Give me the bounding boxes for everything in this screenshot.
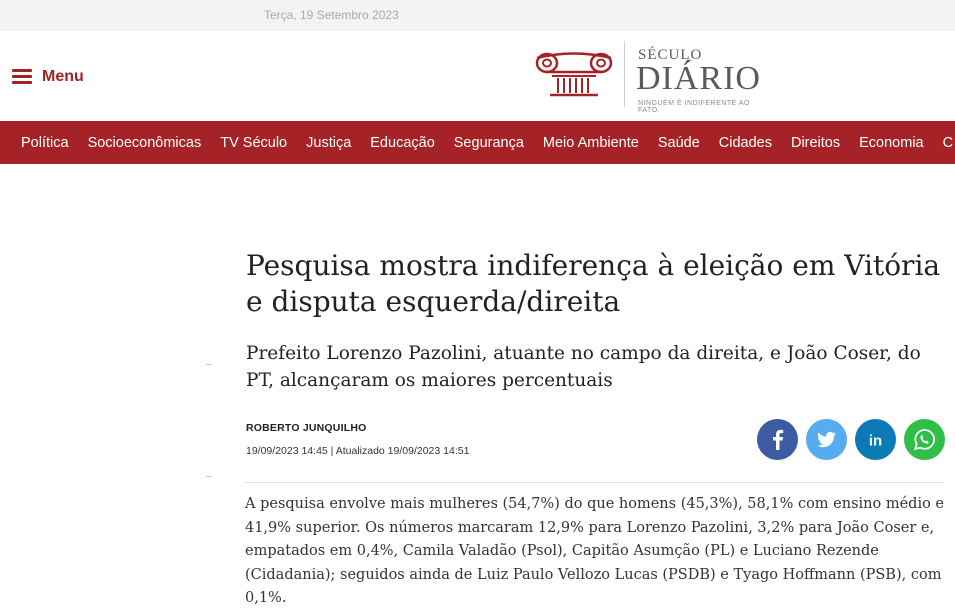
article-body-paragraph: A pesquisa envolve mais mulheres (54,7%) do que homens (45,3%), 58,1% com ensino médio e 41,9% superior. Os números marcaram 12,9% para Lorenzo Pazolini, 3,2% para João Coser e, empatados em 0,4%, Camila Valadão (Psol), Capitão Asumção (PL) e Luciano Rezende (Cidadania); seguidos ainda de Luiz Paulo Vellozo Lucas (PSDB) e Tyago Hoffmann (PSB), com 0,1%. [245,496,945,606]
twitter-icon [806,419,847,460]
divider-mark [206,476,212,477]
current-date: Terça, 19 Setembro 2023 [264,8,399,22]
top-bar [0,0,955,31]
column-capital-icon [532,49,616,103]
article-dates: 19/09/2023 14:45 | Atualizado 19/09/2023 14:51 [246,445,470,457]
share-twitter-button[interactable] [806,419,847,460]
linkedin-icon [855,419,896,460]
share-facebook-button[interactable] [757,419,798,460]
nav-item-saude[interactable]: Saúde [657,134,700,151]
svg-text:in: in [868,432,883,450]
article-subtitle: Prefeito Lorenzo Pazolini, atuante no campo da direita, e João Coser, do PT, alcançaram os maiores percentuais [246,343,921,391]
main-nav [0,121,955,164]
nav-item-justica[interactable]: Justiça [306,134,352,151]
nav-item-economia[interactable]: Economia [859,134,924,151]
logo-wordmark-main: DIÁRIO [636,60,761,97]
nav-item-educacao[interactable]: Educação [370,134,435,151]
article-author[interactable]: ROBERTO JUNQUILHO [246,422,367,434]
nav-item-truncated[interactable]: C [942,134,954,151]
whatsapp-icon [904,419,945,460]
site-header [0,31,955,121]
nav-item-politica[interactable]: Política [21,134,69,151]
menu-label: Menu [42,68,84,85]
logo-wordmark-top: SÉCULO [638,47,703,63]
logo-tagline: NINGUÉM É INDIFERENTE AO FATO. [638,100,750,114]
logo-divider [624,41,625,107]
hamburger-icon [12,69,32,85]
nav-item-cidades[interactable]: Cidades [718,134,772,151]
share-linkedin-button[interactable] [855,419,896,460]
nav-item-seguranca[interactable]: Segurança [453,134,524,151]
site-logo[interactable] [532,39,772,114]
article-headline: Pesquisa mostra indiferença à eleição em Vitória e disputa esquerda/direita [246,249,941,318]
article-divider [244,482,944,483]
facebook-icon [757,419,798,460]
share-whatsapp-button[interactable] [904,419,945,460]
divider-mark [206,364,212,365]
nav-item-meio-ambiente[interactable]: Meio Ambiente [542,134,639,151]
nav-item-tv-seculo[interactable]: TV Século [220,134,288,151]
menu-button[interactable] [12,68,84,86]
nav-item-direitos[interactable]: Direitos [790,134,841,151]
nav-item-socioeconomicas[interactable]: Socioeconômicas [87,134,202,151]
